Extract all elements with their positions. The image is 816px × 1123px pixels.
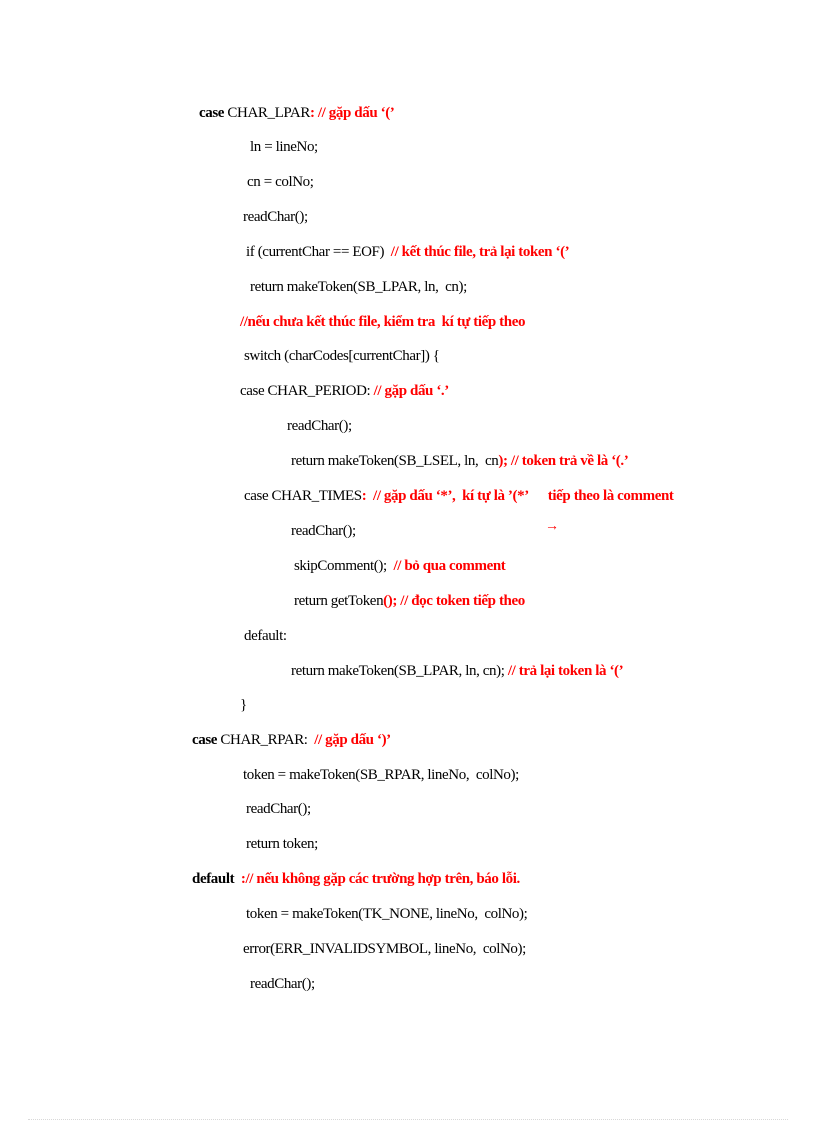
code-line [250,138,318,156]
code-comment: :// nếu không gặp các trường hợp trên, báo lỗi. [234,871,520,887]
code-text: token = makeToken(SB_RPAR, lineNo, colNo); [243,767,519,783]
code-line [243,766,519,784]
code-text: return makeToken(SB_LSEL, ln, cn [291,453,499,469]
code-keyword: default [192,871,235,887]
code-text: skipComment(); [294,558,394,574]
code-line [291,662,623,680]
code-line [287,417,352,435]
code-text: if (currentChar == EOF) [246,244,391,260]
code-comment: // trả lại token là ‘(’ [507,663,624,679]
code-comment: // kết thúc file, trả lại token ‘(’ [390,244,570,260]
code-text: CHAR_LPAR [224,105,310,121]
code-text: token = makeToken(TK_NONE, lineNo, colNo); [246,906,528,922]
code-text: return makeToken(SB_LPAR, ln, cn); [291,663,508,679]
code-text: CHAR_RPAR: [217,732,315,748]
code-line [250,975,315,993]
code-line [291,452,628,470]
code-comment: //nếu chưa kết thúc file, kiểm tra kí tự tiếp theo [240,314,526,330]
code-line [192,870,520,888]
code-line [240,382,449,400]
code-text: switch (charCodes[currentChar]) { [244,348,440,364]
code-comment: (); // đọc token tiếp theo [383,593,525,609]
code-comment: : // gặp dấu ‘*’, kí tự là ’(*’ tiếp theo là comment [361,488,674,504]
code-comment: : // gặp dấu ‘(’ [309,105,395,121]
code-text: error(ERR_INVALIDSYMBOL, lineNo, colNo); [243,941,526,957]
code-line [240,696,247,714]
code-keyword: case [199,105,225,121]
code-text: ln = lineNo; [250,139,318,155]
code-text: case CHAR_TIMES [244,488,362,504]
code-line [243,208,308,226]
code-line [294,592,525,610]
code-text: readChar(); [250,976,315,992]
code-text: return makeToken(SB_LPAR, ln, cn); [250,279,467,295]
code-text: cn = colNo; [247,174,314,190]
code-line [192,731,391,749]
code-keyword: case [192,732,218,748]
code-line [246,835,318,853]
code-line [247,173,314,191]
code-text: default: [244,628,287,644]
code-line [244,487,674,505]
code-line [240,313,525,331]
code-comment: // gặp dấu ‘.’ [373,383,449,399]
code-line [291,522,356,540]
code-comment: ); // token trả về là ‘(.’ [498,453,629,469]
code-text: readChar(); [246,801,311,817]
code-line [199,104,394,122]
code-text: case CHAR_PERIOD: [240,383,374,399]
code-text: return token; [246,836,318,852]
code-text: readChar(); [291,523,356,539]
code-text: } [240,697,247,713]
code-line [246,905,527,923]
code-line [246,243,569,261]
code-text: return getToken [294,593,384,609]
code-line [294,557,505,575]
page-bottom-rule [28,1119,788,1120]
code-line [246,800,311,818]
code-comment: // gặp dấu ‘)’ [314,732,391,748]
code-line [244,347,440,365]
code-text: readChar(); [243,209,308,225]
code-text: readChar(); [287,418,352,434]
code-line [244,627,287,645]
code-line [243,940,526,958]
code-line [250,278,467,296]
code-comment: // bỏ qua comment [393,558,506,574]
arrow-right-icon: → [545,519,559,534]
